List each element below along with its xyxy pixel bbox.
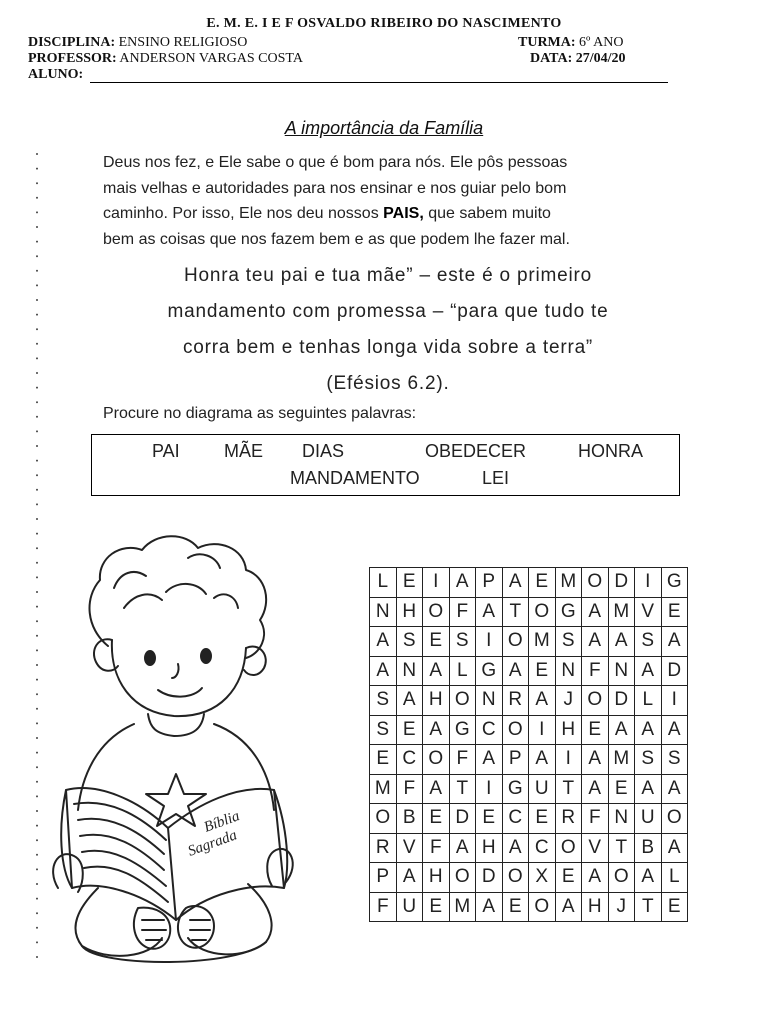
- grid-cell[interactable]: A: [449, 833, 476, 863]
- grid-cell[interactable]: J: [555, 686, 582, 716]
- grid-cell[interactable]: A: [449, 568, 476, 598]
- grid-cell[interactable]: L: [449, 656, 476, 686]
- grid-cell[interactable]: M: [529, 627, 556, 657]
- grid-cell[interactable]: A: [476, 745, 503, 775]
- grid-cell[interactable]: F: [582, 804, 609, 834]
- grid-cell[interactable]: E: [476, 804, 503, 834]
- date-label: DATA:: [530, 51, 573, 66]
- margin-dot: [36, 460, 38, 462]
- right-eye: [201, 649, 211, 663]
- page-title: A importância da Família: [284, 118, 484, 138]
- word-list-box: [91, 434, 680, 496]
- grid-cell[interactable]: G: [555, 597, 582, 627]
- grid-cell[interactable]: O: [449, 863, 476, 893]
- verse-line: mandamento com promessa – “para que tudo te: [167, 301, 609, 322]
- grid-cell[interactable]: S: [396, 627, 423, 657]
- book-text-line1: Bíblia: [201, 808, 242, 836]
- professor-value: ANDERSON VARGAS COSTA: [119, 51, 303, 66]
- word-item: MANDAMENTO: [290, 468, 420, 488]
- grid-cell[interactable]: S: [661, 745, 688, 775]
- word-item: MÃE: [224, 441, 264, 461]
- professor-row: [28, 51, 303, 67]
- grid-cell[interactable]: P: [370, 863, 397, 893]
- margin-dot: [36, 328, 38, 330]
- grid-cell[interactable]: N: [608, 656, 635, 686]
- grid-cell[interactable]: O: [529, 597, 556, 627]
- disciplina-label: DISCIPLINA:: [28, 35, 116, 50]
- grid-cell[interactable]: F: [423, 833, 450, 863]
- grid-cell[interactable]: P: [476, 568, 503, 598]
- grid-cell[interactable]: M: [608, 745, 635, 775]
- grid-cell[interactable]: U: [529, 774, 556, 804]
- verse-reference: (Efésios 6.2).: [326, 373, 450, 394]
- aluno-row: [28, 67, 83, 83]
- margin-dot: [36, 314, 38, 316]
- margin-dot: [36, 474, 38, 476]
- grid-cell[interactable]: U: [635, 804, 662, 834]
- right-shoe: [178, 906, 214, 948]
- grid-cell[interactable]: N: [608, 804, 635, 834]
- margin-dot: [36, 284, 38, 286]
- verse-line: Honra teu pai e tua mãe” – este é o primeiro: [183, 265, 592, 286]
- grid-cell[interactable]: I: [661, 686, 688, 716]
- grid-cell[interactable]: E: [661, 597, 688, 627]
- grid-cell[interactable]: G: [502, 774, 529, 804]
- boy-reading-bible-illustration: [38, 528, 300, 968]
- grid-cell[interactable]: A: [502, 833, 529, 863]
- grid-cell[interactable]: E: [529, 656, 556, 686]
- grid-cell[interactable]: E: [396, 715, 423, 745]
- grid-cell[interactable]: A: [370, 656, 397, 686]
- margin-dot: [36, 182, 38, 184]
- margin-dot: [36, 343, 38, 345]
- word-item: LEI: [482, 468, 510, 488]
- professor-label: PROFESSOR:: [28, 51, 117, 66]
- margin-dot: [36, 211, 38, 213]
- grid-cell[interactable]: S: [635, 627, 662, 657]
- grid-cell[interactable]: U: [396, 892, 423, 922]
- pais-emphasis: PAIS,: [383, 205, 424, 222]
- grid-cell[interactable]: L: [661, 863, 688, 893]
- hair-outline: [90, 536, 267, 658]
- grid-cell[interactable]: I: [423, 568, 450, 598]
- grid-cell[interactable]: S: [555, 627, 582, 657]
- intro-paragraph: [103, 150, 675, 252]
- grid-cell[interactable]: F: [449, 745, 476, 775]
- grid-cell[interactable]: C: [529, 833, 556, 863]
- margin-dot: [36, 372, 38, 374]
- grid-cell[interactable]: V: [396, 833, 423, 863]
- grid-cell[interactable]: D: [608, 568, 635, 598]
- grid-cell[interactable]: J: [608, 892, 635, 922]
- grid-row: [370, 597, 688, 627]
- grid-cell[interactable]: O: [555, 833, 582, 863]
- margin-dot: [36, 387, 38, 389]
- margin-dot: [36, 445, 38, 447]
- grid-cell[interactable]: E: [423, 627, 450, 657]
- margin-dot: [36, 226, 38, 228]
- grid-cell[interactable]: M: [608, 597, 635, 627]
- grid-cell[interactable]: E: [502, 892, 529, 922]
- grid-cell[interactable]: A: [661, 627, 688, 657]
- aluno-label: ALUNO:: [28, 67, 84, 82]
- grid-cell[interactable]: A: [370, 627, 397, 657]
- grid-cell[interactable]: O: [370, 804, 397, 834]
- star-icon: [146, 774, 206, 826]
- grid-cell[interactable]: T: [502, 597, 529, 627]
- grid-cell[interactable]: H: [423, 863, 450, 893]
- grid-cell[interactable]: A: [529, 686, 556, 716]
- grid-cell[interactable]: A: [635, 863, 662, 893]
- grid-cell[interactable]: O: [502, 863, 529, 893]
- grid-cell[interactable]: C: [476, 715, 503, 745]
- grid-cell[interactable]: A: [423, 774, 450, 804]
- margin-dot: [36, 430, 38, 432]
- bible-verse: [118, 258, 658, 402]
- grid-cell[interactable]: O: [502, 715, 529, 745]
- grid-cell[interactable]: I: [555, 745, 582, 775]
- grid-cell[interactable]: A: [582, 627, 609, 657]
- paragraph-line: bem as coisas que nos fazem bem e as que podem lhe fazer mal.: [103, 230, 570, 248]
- paragraph-line: Deus nos fez, e Ele sabe o que é bom para nós. Ele pôs pessoas: [103, 154, 568, 171]
- grid-cell[interactable]: O: [582, 568, 609, 598]
- grid-cell[interactable]: T: [608, 833, 635, 863]
- grid-cell[interactable]: H: [476, 833, 503, 863]
- instruction-text: Procure no diagrama as seguintes palavras:: [103, 405, 417, 422]
- grid-cell[interactable]: R: [370, 833, 397, 863]
- grid-cell[interactable]: G: [449, 715, 476, 745]
- margin-dot: [36, 503, 38, 505]
- grid-cell[interactable]: V: [635, 597, 662, 627]
- margin-dot: [36, 357, 38, 359]
- nose: [172, 664, 179, 678]
- grid-cell[interactable]: F: [370, 892, 397, 922]
- grid-cell[interactable]: O: [582, 686, 609, 716]
- grid-cell[interactable]: A: [502, 568, 529, 598]
- verse-line: corra bem e tenhas longa vida sobre a terra”: [182, 337, 594, 358]
- grid-cell[interactable]: D: [449, 804, 476, 834]
- grid-cell[interactable]: M: [555, 568, 582, 598]
- grid-cell[interactable]: A: [582, 863, 609, 893]
- grid-cell[interactable]: S: [370, 686, 397, 716]
- grid-cell[interactable]: S: [449, 627, 476, 657]
- turma-value: 6º ANO: [579, 35, 624, 50]
- grid-cell[interactable]: R: [502, 686, 529, 716]
- grid-cell[interactable]: A: [635, 656, 662, 686]
- grid-cell[interactable]: O: [423, 745, 450, 775]
- grid-cell[interactable]: I: [476, 774, 503, 804]
- grid-cell[interactable]: O: [449, 686, 476, 716]
- grid-row: [370, 774, 688, 804]
- grid-cell[interactable]: T: [635, 892, 662, 922]
- grid-cell[interactable]: A: [423, 715, 450, 745]
- grid-cell[interactable]: B: [635, 833, 662, 863]
- turma-field: [518, 35, 623, 51]
- margin-dot: [36, 518, 38, 520]
- face-outline: [112, 640, 246, 716]
- grid-cell[interactable]: A: [423, 656, 450, 686]
- grid-cell[interactable]: A: [529, 745, 556, 775]
- grid-cell[interactable]: N: [370, 597, 397, 627]
- grid-cell[interactable]: O: [661, 804, 688, 834]
- date-field: [530, 51, 626, 67]
- grid-cell[interactable]: A: [582, 597, 609, 627]
- grid-cell[interactable]: O: [529, 892, 556, 922]
- grid-row: [370, 627, 688, 657]
- grid-cell[interactable]: A: [661, 715, 688, 745]
- grid-cell[interactable]: R: [555, 804, 582, 834]
- grid-cell[interactable]: O: [423, 597, 450, 627]
- grid-cell[interactable]: A: [502, 656, 529, 686]
- grid-row: [370, 863, 688, 893]
- word-search-grid: [369, 567, 688, 922]
- grid-cell[interactable]: T: [555, 774, 582, 804]
- margin-dot: [36, 153, 38, 155]
- paragraph-line: caminho. Por isso, Ele nos deu nossos PAIS, que sabem muito: [103, 205, 551, 222]
- grid-cell[interactable]: A: [608, 627, 635, 657]
- left-eye: [145, 651, 155, 665]
- margin-dot: [36, 401, 38, 403]
- grid-row: [370, 892, 688, 922]
- grid-cell[interactable]: E: [423, 804, 450, 834]
- grid-cell[interactable]: G: [476, 656, 503, 686]
- grid-cell[interactable]: H: [582, 892, 609, 922]
- grid-cell[interactable]: E: [608, 774, 635, 804]
- grid-cell[interactable]: D: [608, 686, 635, 716]
- grid-cell[interactable]: S: [635, 745, 662, 775]
- grid-cell[interactable]: C: [396, 745, 423, 775]
- grid-cell[interactable]: B: [396, 804, 423, 834]
- grid-cell[interactable]: C: [502, 804, 529, 834]
- grid-row: [370, 656, 688, 686]
- paragraph-line: mais velhas e autoridades para nos ensinar e nos guiar pelo bom: [103, 179, 567, 197]
- word-item: HONRA: [578, 441, 644, 461]
- grid-cell[interactable]: A: [476, 597, 503, 627]
- school-name: E. M. E. I E F OSVALDO RIBEIRO DO NASCIMENTO: [206, 16, 562, 31]
- grid-cell[interactable]: A: [608, 715, 635, 745]
- grid-cell[interactable]: P: [502, 745, 529, 775]
- grid-cell[interactable]: O: [608, 863, 635, 893]
- grid-cell[interactable]: N: [396, 656, 423, 686]
- grid-cell[interactable]: A: [635, 774, 662, 804]
- grid-cell[interactable]: F: [582, 656, 609, 686]
- grid-cell[interactable]: V: [582, 833, 609, 863]
- mouth: [158, 688, 202, 697]
- grid-cell[interactable]: L: [635, 686, 662, 716]
- grid-cell[interactable]: A: [396, 863, 423, 893]
- grid-cell[interactable]: A: [582, 745, 609, 775]
- grid-cell[interactable]: E: [582, 715, 609, 745]
- grid-cell[interactable]: H: [396, 597, 423, 627]
- margin-dot: [36, 299, 38, 301]
- grid-cell[interactable]: L: [370, 568, 397, 598]
- grid-cell[interactable]: A: [476, 892, 503, 922]
- grid-cell[interactable]: A: [661, 774, 688, 804]
- grid-cell[interactable]: F: [449, 597, 476, 627]
- grid-row: [370, 804, 688, 834]
- left-leg: [75, 888, 162, 956]
- grid-cell[interactable]: A: [555, 892, 582, 922]
- margin-dot: [36, 168, 38, 170]
- grid-cell[interactable]: T: [449, 774, 476, 804]
- grid-cell[interactable]: A: [661, 833, 688, 863]
- grid-cell[interactable]: M: [449, 892, 476, 922]
- grid-row: [370, 833, 688, 863]
- margin-dot: [36, 270, 38, 272]
- left-shoe: [134, 908, 170, 949]
- grid-cell[interactable]: E: [555, 863, 582, 893]
- grid-row: [370, 686, 688, 716]
- grid-cell[interactable]: N: [476, 686, 503, 716]
- margin-dot: [36, 489, 38, 491]
- grid-row: [370, 715, 688, 745]
- margin-dot: [36, 241, 38, 243]
- grid-cell[interactable]: I: [635, 568, 662, 598]
- grid-cell[interactable]: E: [661, 892, 688, 922]
- grid-cell[interactable]: E: [370, 745, 397, 775]
- grid-cell[interactable]: A: [582, 774, 609, 804]
- word-item: DIAS: [302, 441, 345, 461]
- grid-cell[interactable]: E: [396, 568, 423, 598]
- margin-dot: [36, 416, 38, 418]
- grid-cell[interactable]: N: [555, 656, 582, 686]
- grid-cell[interactable]: M: [370, 774, 397, 804]
- grid-cell[interactable]: E: [529, 568, 556, 598]
- grid-cell[interactable]: E: [423, 892, 450, 922]
- grid-row: [370, 745, 688, 775]
- word-item: OBEDECER: [425, 441, 527, 461]
- aluno-input-line[interactable]: [90, 82, 668, 83]
- margin-dot: [36, 255, 38, 257]
- grid-cell[interactable]: G: [661, 568, 688, 598]
- book-text-line2: Sagrada: [185, 827, 240, 860]
- word-item: PAI: [152, 441, 180, 461]
- grid-cell[interactable]: E: [529, 804, 556, 834]
- margin-dot: [36, 197, 38, 199]
- right-ear: [244, 647, 266, 675]
- grid-cell[interactable]: I: [476, 627, 503, 657]
- grid-cell[interactable]: O: [502, 627, 529, 657]
- grid-cell[interactable]: F: [396, 774, 423, 804]
- grid-cell[interactable]: D: [476, 863, 503, 893]
- turma-label: TURMA:: [518, 35, 576, 50]
- grid-cell[interactable]: H: [555, 715, 582, 745]
- grid-cell[interactable]: A: [635, 715, 662, 745]
- grid-cell[interactable]: X: [529, 863, 556, 893]
- grid-cell[interactable]: H: [423, 686, 450, 716]
- grid-row: [370, 568, 688, 598]
- grid-cell[interactable]: S: [370, 715, 397, 745]
- disciplina-value: ENSINO RELIGIOSO: [118, 35, 248, 50]
- disciplina-row: [28, 35, 247, 51]
- grid-cell[interactable]: A: [396, 686, 423, 716]
- grid-cell[interactable]: D: [661, 656, 688, 686]
- grid-cell[interactable]: I: [529, 715, 556, 745]
- date-value: 27/04/20: [575, 51, 626, 66]
